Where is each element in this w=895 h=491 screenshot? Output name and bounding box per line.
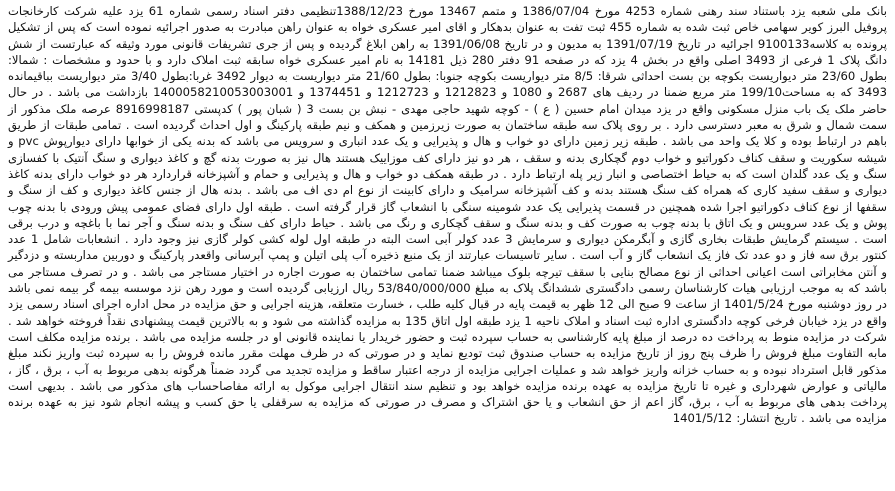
auction-notice-body <box>8 3 887 427</box>
publication-date-value: 1401/5/12 <box>672 411 733 426</box>
publication-date <box>673 411 797 425</box>
publication-date-label: تاریخ انتشار: <box>736 411 797 426</box>
notice-text: بانک ملی شعبه یزد باستناد سند رهنی شماره 4253 مورخ 1386/07/04 و متمم 13467 مورخ 1388/12/23تنظیمی دفتر اسناد رسمی شماره 61 یزد علیه شرکت کارخانجات پروفیل البرز کویر سهامی خاص ثبت شده به شماره 455 ثبت تفت به عنوان بدهکار و اقای امیر عسکری خواه به عنوان راهن مبادرت به صدور اجرائیه نموده است که پس از تشکیل پرونده به کلاسه9100133 اجرائیه در تاریخ 1391/07/19 به مدیون و در تاریخ 1391/06/08 به راهن ابلاغ گردیده و پس از جری تشریفات قانونی مورد وثیقه که عبارتست از شش دانگ پلاک 1 فرعی از 3493 اصلی واقع در بخش 4 یزد که در صفحه 91 دفتر 280 ذیل 14181 به نام امیر عسکری خواه سابقه ثبت املاک دارد و با حدود و مشخصات : شمالا: بطول 23/60 متر دیواریست بکوچه بن بست احداثی شرقا: 8/5 متر دیواریست بکوچه جنوبا: بطول 21/60 متر دیواریست به دیوار 3492 غربا:بطول 3/40 متر دیواریست بباقیمانده 3493 که به مساحت199/10 متر مربع ضمنا در ردیف های 2687 و 1080 و 1212823 و 1212723 و 1374451 و 1400058210053003001 بازداشت می باشد . در حال حاضر ملک یک باب منزل مسکونی واقع در یزد میدان امام حسین ( ع ) - کوچه شهید حاجی مهدی - نبش بن بست 3 ( شبان پور ) کدپستی 8916998187 عرصه ملک مذکور از سمت شمال و شرق به معبر دسترسی دارد . بر روی پلاک سه طبقه ساختمان به صورت زیرزمین و همکف و نیم طبقه پارکینگ و اول احداث گردیده است . تمامی طبقات از طریق باهم در ارتباط بوده و کلا یک واحد می باشد . طبقه زیر زمین دارای دو خواب و هال و پذیرایی و یک عدد انباری و سرویس می باشد که بدنه یکی از خوابها دارای دیوارپوش pvc و شیشه سکوریت و سقف کناف دکوراتیو و خواب دوم گچکاری بدنه و سقف ، هر دو نیز دارای کف موزاییک هستند هال نیز به صورت بدنه گچ و کاغذ دیواری و سنگ آنتیک با کفسازی سنگ و یک عدد گلدان است که به حیاط اختصاصی و انبار زیر پله ارتباط دارد . در طبقه همکف دو خواب و هال و پذیرایی و حمام و آشپزخانه قراردارد هر دو خواب دارای بدنه کاغذ دیواری و سقف سفید کاری که همراه کف سنگ هستند بدنه و کف آشپزخانه سرامیک و دارای کابینت از نوع ام دی اف می باشد . بدنه هال از جنس کاغذ دیواری و کف از سنگ و سقفها از نوع کناف دکوراتیو اجرا شده همچنین در قسمت پذیرایی یک عدد شومینه سنگی با انشعاب گاز قرار گرفته است . طبقه اول دارای فضای عمومی پیش ورودی با بدنه چوب پوش و یک عدد سرویس و یک اتاق با بدنه چوب به صورت کف و بدنه سنگ و سقف گچکاری و رنگ می باشد . حیاط دارای کف سنگ و بدنه سنگ و آجر نما با باغچه و درب برقی است . سیستم گرمایش طبقات بخاری گازی و آبگرمکن دیواری و سرمایش 3 عدد کولر آبی است البته در طبقه اول لوله کشی کولر گازی نیز وجود دارد . انشعابات شامل 1 عدد کنتور برق سه فاز و دو عدد تک فاز یک انشعاب گاز و آب است . سایر تاسیسات عبارتند از یک منبع ذخیره آب پلی اتیلن و پمپ آبرسانی واقعدر پارکینگ و دوربین مداربسته و دزدگیر و آنتن مخابراتی است اعیانی احداثی از نوع مصالح بنایی با سقف تیرچه بلوک میباشد ضمنا تمامی ساختمان به صورت اجاره در اختیار مستاجر می باشد . و در تصرف مستاجر می باشد که به موجب ارزیابی هیات کارشناسان رسمی دادگستری ششدانگ پلاک به مبلغ 53/840/000/000 ریال ارزیابی گردیده است و مورد رهن نزد موسسه بیمه گر بیمه نمی باشد در روز دوشنبه مورخ 1401/5/24 از ساعت 9 صبح الی 12 ظهر به قیمت پایه در قبال کلیه طلب ، خسارت متعلقه، هزینه اجرایی و حق مزایده در محل اداره اجرای اسناد رسمی یزد واقع در یزد خیابان فرخی کوچه دادگستری اداره ثبت اسناد و املاک ناحیه 1 یزد طبقه اول اتاق 135 به مزایده گذاشته می شود و به بالاترین قیمت پیشنهادی نقداً فروخته خواهد شد . شرکت در مزایده منوط به پرداخت ده درصد از مبلغ پایه کارشناسی به حساب سپرده ثبت و حضور خریدار یا نماینده قانونی او در جلسه مزایده می باشد . برنده مزایده مکلف است مابه التفاوت مبلغ فروش را ظرف پنج روز از تاریخ مزایده به حساب صندوق ثبت تودیع نماید و در صورتی که در ظرف مهلت مقرر مانده فروش را به سپرده ثبت واریز نکند مبلغ مذکور قابل استرداد نبوده و به حساب خزانه واریز خواهد شد و عملیات اجرایی مزایده از درجه اعتبار ساقط و مزایده تجدید می گردد ضمناً هرگونه بدهی مربوط به آب ، برق ، گاز ، مالیاتی و عوارض شهرداری و غیره تا تاریخ مزایده به عهده برنده مزایده خواهد بود و تنظیم سند انتقال اجرایی موکول به ارائه مفاصاحساب های مذکور می باشد . بدیهی است پرداخت بدهی های مربوط به آب ، برق، گاز اعم از حق انشعاب و یا حق اشتراک و مصرف در صورتی که مزایده به سرقفلی یا حق کسب و پیشه انجام شود نیز به عهده برنده مزایده می باشد . <box>8 4 887 426</box>
